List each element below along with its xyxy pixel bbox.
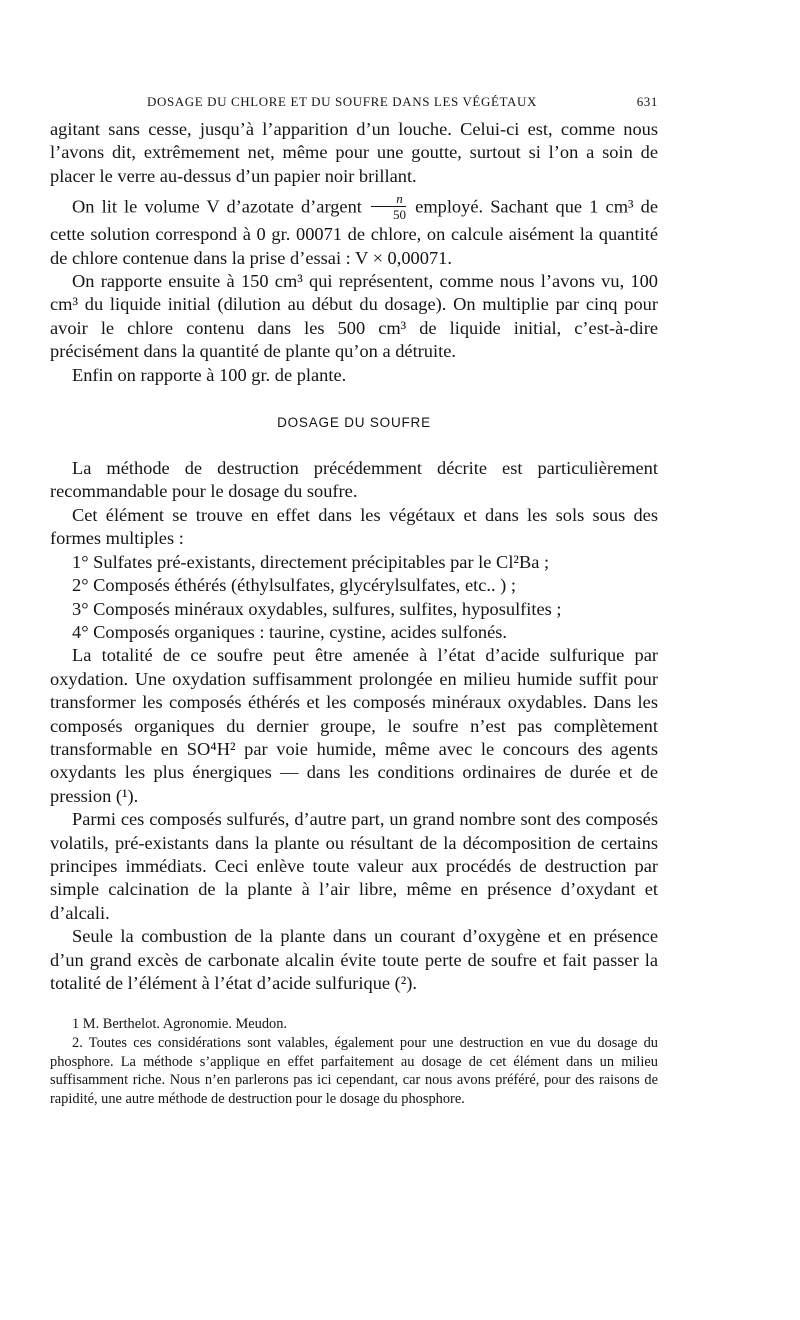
page: [50, 94, 658, 1108]
paragraph-continuation: agitant sans cesse, jusqu’à l’apparition d’un louche. Celui-ci est, comme nous l’avons dit, extrêmement net, même pour une goutte, surtout si l’on a soin de placer le verre au-dessus d’un papier noir brillant.: [50, 119, 658, 186]
list-item: 1° Sulfates pré-existants, directement précipitables par le Cl²Ba ;: [72, 551, 550, 572]
running-title: DOSAGE DU CHLORE ET DU SOUFRE DANS LES VÉGÉTAUX: [147, 94, 537, 109]
list-item: 2° Composés éthérés (éthylsulfates, glycérylsulfates, etc.. ) ;: [72, 575, 517, 596]
list-item: 3° Composés minéraux oxydables, sulfures, sulfites, hyposulfites ;: [72, 598, 562, 619]
running-head: [50, 94, 658, 118]
paragraph-volume-end: employé. Sachant que 1 cm³ de cette solution correspond à 0 gr. 00071 de chlore, on calcule aisément la quantité de chlore contenue dans la prise d’essai : V × 0,00071.: [50, 196, 658, 268]
footnote-1: 1 M. Berthelot. Agronomie. Meudon.: [72, 1016, 288, 1033]
section-paragraph-oxidation: La totalité de ce soufre peut être amenée à l’état d’acide sulfurique par oxydation. Une oxydation suffisamment prolongée en milieu humide suffit pour transformer les composés éthérés et les composés minéraux oxydables. Dans les composés organiques du dernier groupe, le soufre n’est pas complètement transformable en SO⁴H² par voie humide, même avec le concours des agents oxydants les plus énergiques — dans les conditions ordinaires de durée et de pression (¹).: [50, 645, 658, 806]
footnotes: [50, 1015, 658, 1108]
page-number: 631: [636, 94, 658, 109]
section-paragraph-volatile: Parmi ces composés sulfurés, d’autre part, un grand nombre sont des composés volatils, pré-existants dans la plante ou résultant de la décomposition de certains principes immédiats. Ceci enlève toute valeur aux procédés de destruction par simple calcination de la plante à l’air libre, même en présence d’oxydant et d’alcali.: [50, 809, 658, 923]
paragraph-final: Enfin on rapporte à 100 gr. de plante.: [72, 364, 347, 385]
paragraph-report: On rapporte ensuite à 150 cm³ qui représentent, comme nous l’avons vu, 100 cm³ du liquide initial (dilution au début du dosage). On multiplie par cinq pour avoir le chlore contenu dans les 500 cm³ de liquide initial, c’est-à-dire précisément dans la quantité de plante qu’on a détruite.: [50, 271, 658, 362]
paragraph-volume-start: On lit le volume V d’azotate d’argent: [72, 196, 362, 217]
section-title: DOSAGE DU SOUFRE: [277, 415, 431, 431]
section-paragraph-forms: Cet élément se trouve en effet dans les végétaux et dans les sols sous des formes multiples :: [50, 504, 658, 549]
fraction-numerator: n: [396, 191, 403, 207]
section-paragraph-method: La méthode de destruction précédemment décrite est particulièrement recommandable pour le dosage du soufre.: [50, 458, 658, 502]
section-paragraph-combustion: Seule la combustion de la plante dans un courant d’oxygène et en présence d’un grand excès de carbonate alcalin évite toute perte de soufre et fait passer la totalité de l’élément à l’état d’acide sulfurique (²).: [50, 926, 658, 993]
fraction-n-over-50: [371, 192, 406, 221]
footnote-2: 2. Toutes ces considérations sont valables, également pour une destruction en vue du dosage du phosphore. La méthode s’applique en effet parfaitement au dosage de cet élément dans un milieu suffisamment riche. Nous n’en parlerons pas ici cependant, car nous avons préféré, pour des raisons de rapidité, une autre méthode de destruction pour le dosage du phosphore.: [50, 1035, 658, 1107]
list-item: 4° Composés organiques : taurine, cystine, acides sulfonés.: [72, 621, 508, 642]
paragraph-volume: [50, 191, 658, 270]
fraction-denominator: 50: [371, 206, 406, 221]
